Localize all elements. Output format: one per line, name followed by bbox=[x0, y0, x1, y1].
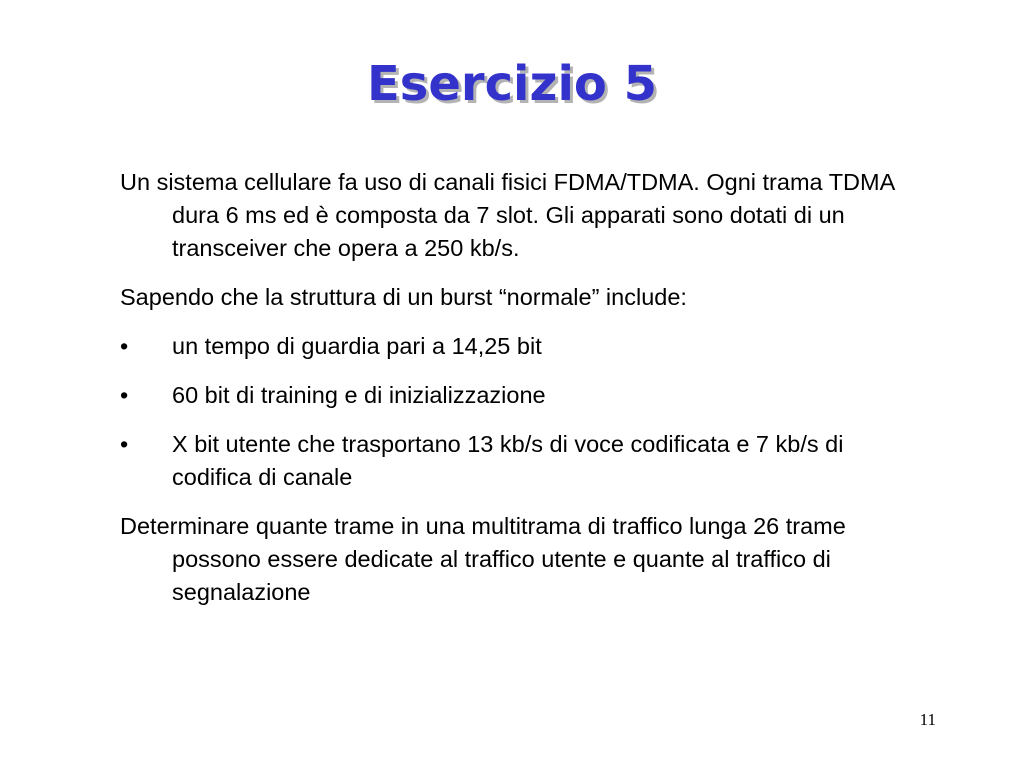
bullet-text: un tempo di guardia pari a 14,25 bit bbox=[172, 333, 542, 359]
slide-title: Esercizio 5 bbox=[367, 56, 657, 112]
bullet-icon: • bbox=[120, 431, 129, 457]
bullet-text: 60 bit di training e di inizializzazione bbox=[172, 382, 546, 408]
page-number: 11 bbox=[919, 710, 936, 729]
bullet-item bbox=[120, 379, 920, 412]
bullet-icon: • bbox=[120, 333, 129, 359]
burst-structure-intro: Sapendo che la struttura di un burst “normale” include: bbox=[120, 284, 687, 310]
bullet-text: X bit utente che trasportano 13 kb/s di voce codificata e 7 kb/s di codifica di canale bbox=[172, 431, 844, 490]
intro-paragraph: Un sistema cellulare fa uso di canali fisici FDMA/TDMA. Ogni trama TDMA dura 6 ms ed è composta da 7 slot. Gli apparati sono dotati di un transceiver che opera a 250 kb/s. bbox=[120, 169, 894, 261]
bullet-icon: • bbox=[120, 382, 129, 408]
bullet-item bbox=[120, 330, 920, 363]
question-paragraph: Determinare quante trame in una multitrama di traffico lunga 26 trame possono essere dedicate al traffico utente e quante al traffico di segnalazione bbox=[120, 513, 846, 605]
bullet-item bbox=[120, 428, 920, 494]
slide-body bbox=[120, 166, 920, 625]
